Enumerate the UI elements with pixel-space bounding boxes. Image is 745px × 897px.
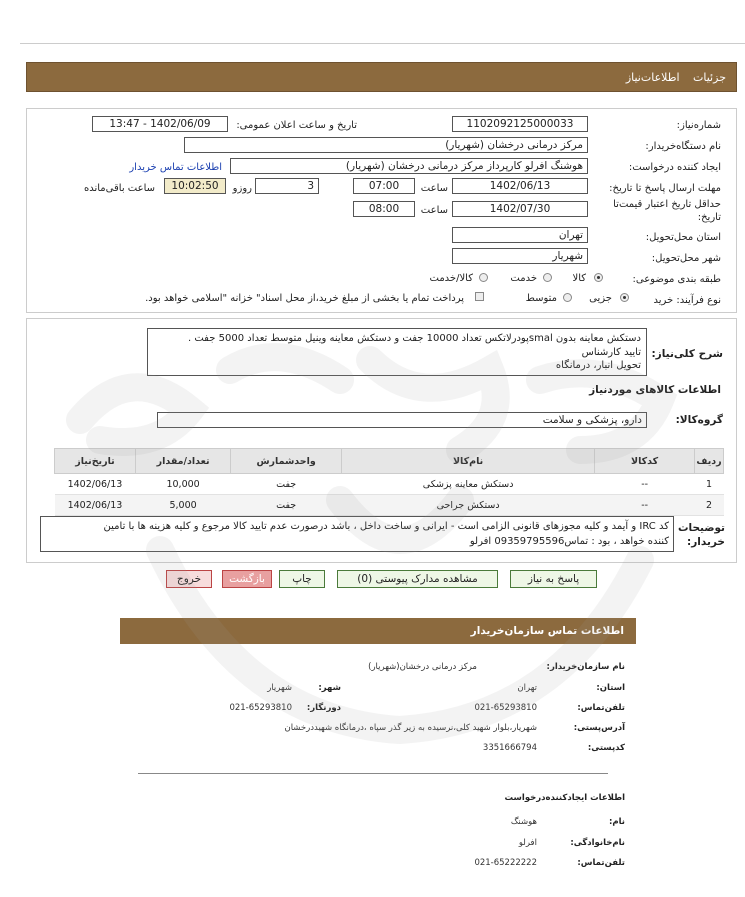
col-code: کدکالا — [595, 449, 695, 474]
category-goods-service-label: کالا/خدمت — [429, 273, 473, 284]
goods-group-field: دارو، پزشکی و سلامت — [157, 412, 647, 428]
province-field: تهران — [452, 227, 588, 243]
notes-line-2: کننده خواهد ، بود : تماس09359795596 افرلو — [469, 536, 669, 547]
remaining-time-field: 10:02:50 — [164, 178, 226, 194]
category-service-label: خدمت — [510, 273, 537, 284]
exit-button[interactable]: خروج — [166, 570, 212, 588]
payment-note: پرداخت تمام یا بخشی از مبلغ خرید،از محل اسناد" خزانه "اسلامی خواهد بود. — [145, 293, 464, 304]
reply-date-field: 1402/06/13 — [452, 178, 588, 194]
validity-date-field: 1402/07/30 — [452, 201, 588, 217]
reply-deadline-label: مهلت ارسال پاسخ تا تاریخ: — [609, 183, 721, 194]
city-field: شهریار — [452, 248, 588, 264]
announce-label: تاریخ و ساعت اعلان عمومی: — [236, 120, 357, 131]
process-label: نوع فرآیند: خرید — [653, 295, 721, 306]
contact-phone-label: تلفن‌تماس: — [577, 703, 625, 713]
cell-qty: 10,000 — [135, 474, 230, 495]
back-button[interactable]: بازگشت — [222, 570, 272, 588]
process-partial-label: جزیی — [589, 293, 612, 304]
category-service-radio[interactable] — [543, 273, 552, 282]
creator-label: ایجاد کننده درخواست: — [628, 162, 721, 173]
tab-need-info[interactable]: اطلاعات‌نیاز — [625, 71, 680, 84]
announce-field: 1402/06/09 - 13:47 — [92, 116, 228, 132]
goods-table-header — [55, 449, 724, 474]
creator-family-label: نام‌خانوادگی: — [570, 838, 625, 848]
table-row — [55, 495, 724, 516]
days-label: روزو — [232, 183, 252, 194]
reply-button[interactable]: پاسخ به نیاز — [510, 570, 597, 588]
creator-family: افرلو — [518, 838, 537, 848]
cell-code: -- — [595, 495, 695, 516]
process-medium-label: متوسط — [525, 293, 557, 304]
contact-city: شهریار — [267, 683, 292, 693]
payment-checkbox[interactable] — [475, 292, 484, 301]
category-goods-radio[interactable] — [594, 273, 603, 282]
contact-address-label: آدرس‌پستی: — [573, 723, 625, 733]
creator-section-title: اطلاعات ایجاد‌کننده‌درخواست — [504, 793, 625, 803]
summary-line-2: تایید کارشناس — [581, 347, 641, 358]
summary-line-3: تحویل انبار، درمانگاه — [555, 360, 641, 371]
creator-phone: 021-65222222 — [474, 858, 537, 868]
creator-name: هوشنگ — [510, 817, 537, 827]
need-number-label: شماره‌نیاز: — [676, 120, 721, 131]
cell-name: دستکش معاینه پزشکی — [342, 474, 595, 495]
goods-table — [54, 448, 724, 516]
contact-province: تهران — [517, 683, 537, 693]
cell-unit: جفت — [231, 495, 342, 516]
province-label: استان محل‌تحویل: — [645, 232, 721, 243]
process-partial-radio[interactable] — [620, 293, 629, 302]
buyer-contact-link[interactable]: اطلاعات تماس خریدار — [129, 162, 222, 173]
col-qty: تعداد/مقدار — [135, 449, 230, 474]
cell-date: 1402/06/13 — [55, 474, 136, 495]
contact-title: اطلاعات تماس سازمان‌خریدار — [470, 625, 624, 637]
cell-date: 1402/06/13 — [55, 495, 136, 516]
tab-details[interactable]: جزئیات — [693, 71, 726, 84]
creator-field: هوشنگ افرلو کارپرداز مرکز درمانی درخشان (شهریار) — [230, 158, 588, 174]
contact-org: مرکز درمانی درخشان(شهریار) — [368, 662, 477, 672]
cell-code: -- — [595, 474, 695, 495]
contact-org-label: نام سازمان‌خریدار: — [546, 662, 625, 672]
cell-name: دستکش جراحی — [342, 495, 595, 516]
category-goods-label: کالا — [572, 273, 586, 284]
summary-label: شرح کلی‌نیاز: — [651, 348, 723, 360]
col-unit: واحدشمارش — [231, 449, 342, 474]
validity-time-label: ساعت — [420, 205, 448, 216]
goods-group-label: گروه‌کالا: — [675, 414, 723, 426]
city-label: شهر محل‌تحویل: — [651, 253, 721, 264]
creator-name-label: نام: — [608, 817, 625, 827]
cell-qty: 5,000 — [135, 495, 230, 516]
goods-section-title: اطلاعات کالاهای موردنیاز — [589, 384, 721, 396]
contact-postal-label: کدپستی: — [587, 743, 625, 753]
buyer-org-label: نام دستگاه‌خریدار: — [645, 141, 721, 152]
table-row — [55, 474, 724, 495]
validity-label: حداقل تاریخ اعتبار قیمت‌تا — [613, 199, 721, 210]
summary-line-1: دستکش معاینه بدون smalپودرلاتکس تعداد 10000 جفت و دستکش معاینه وینیل متوسط تعداد 5000 جفت . — [188, 333, 641, 344]
category-goods-service-radio[interactable] — [479, 273, 488, 282]
cell-unit: جفت — [231, 474, 342, 495]
reply-time-field: 07:00 — [353, 178, 415, 194]
print-button[interactable]: چاپ — [279, 570, 325, 588]
creator-phone-label: تلفن‌تماس: — [577, 858, 625, 868]
category-label: طبقه بندی موضوعی: — [632, 274, 721, 285]
contact-fax-label: دورنگار: — [306, 703, 341, 713]
process-medium-radio[interactable] — [563, 293, 572, 302]
remaining-label: ساعت باقی‌مانده — [83, 183, 155, 194]
contact-bar — [120, 618, 636, 644]
header-divider — [20, 43, 745, 44]
need-number-field: 1102092125000033 — [452, 116, 588, 132]
notes-label-2: خریدار: — [687, 536, 725, 548]
contact-phone: 021-65293810 — [474, 703, 537, 713]
reply-time-label: ساعت — [420, 183, 448, 194]
days-field: 3 — [255, 178, 319, 194]
contact-city-label: شهر: — [318, 683, 341, 693]
validity-time-field: 08:00 — [353, 201, 415, 217]
validity-label-2: تاریخ: — [697, 212, 721, 223]
col-name: نام‌کالا — [342, 449, 595, 474]
col-date: تاریخ‌نیاز — [55, 449, 136, 474]
contact-province-label: استان: — [596, 683, 625, 693]
attachments-button[interactable]: مشاهده مدارک پیوستی (0) — [337, 570, 498, 588]
contact-postal: 3351666794 — [482, 743, 537, 753]
buyer-org-field: مرکز درمانی درخشان (شهریار) — [184, 137, 588, 153]
col-row: ردیف — [695, 449, 724, 474]
contact-fax: 021-65293810 — [229, 703, 292, 713]
cell-row: 1 — [695, 474, 724, 495]
contact-divider — [138, 773, 608, 774]
contact-address: شهریار،بلوار شهید کلی،نرسیده به زیر گذر سپاه ،درمانگاه شهید‌درخشان — [284, 723, 537, 733]
notes-line-1: کد IRC و آیمد و کلیه مجوزهای قانونی الزامی است - ایرانی و ساخت داخل ، باشد درصورت عدم تایید کالا مرجوع و کلیه هزینه ها با تامین — [103, 521, 669, 532]
notes-label: توضیحات — [677, 522, 725, 534]
cell-row: 2 — [695, 495, 724, 516]
tab-bar — [26, 62, 737, 92]
